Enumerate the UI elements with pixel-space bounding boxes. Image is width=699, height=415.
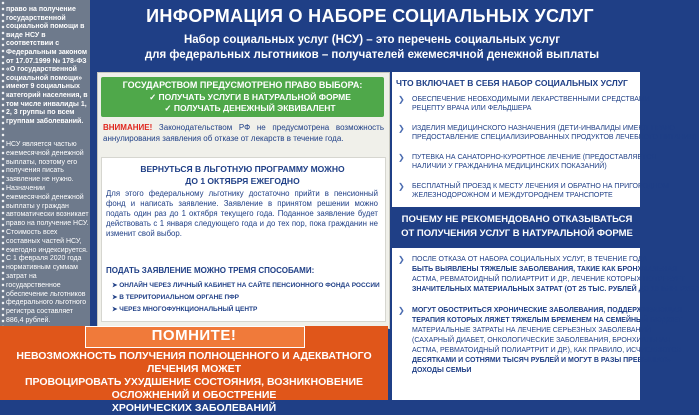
rights-title: ГОСУДАРСТВОМ ПРЕДУСМОТРЕНО ПРАВО ВЫБОРА: (122, 80, 363, 90)
included-item-line: ОБЕСПЕЧЕНИЕ НЕОБХОДИМЫМИ ЛЕКАРСТВЕННЫМИ СРЕДСТВАМИ (412, 96, 650, 103)
bullet-icon: ❯ (398, 306, 405, 315)
why-item-line: ДЕСЯТКАМИ И СОТНЯМИ ТЫСЯЧ РУБЛЕЙ И МОГУТ В РАЗЫ ПРЕВЫШАТЬ (412, 357, 671, 364)
return-text: Для этого федеральному льготнику достаточно прийти в пенсионный фонд и написать заявление. Заявление в принятом решении можно подать один раз до 1 октября текущего года. Поданное заявление будет действовать с 1 января следующего года и до тех пор, пока гражданин не изменит свой выбор. (106, 189, 378, 238)
way-item-mfc: ➤ ЧЕРЕЗ МНОГОФУНКЦИОНАЛЬНЫЙ ЦЕНТР (112, 306, 258, 313)
included-item-line: ПУТЕВКА НА САНАТОРНО-КУРОРТНОЕ ЛЕЧЕНИЕ (ПРЕДОСТАВЛЯЕТСЯ (412, 154, 657, 161)
rights-option-natural: ✓ ПОЛУЧАТЬ УСЛУГИ В НАТУРАЛЬНОЙ ФОРМЕ (149, 92, 351, 102)
included-item-line: ПРЕДОСТАВЛЕНИЕ СПЕЦИАЛИЗИРОВАННЫХ ПРОДУКТОВ ЛЕЧЕБНОГО ПИТАНИЯ) (412, 134, 697, 141)
subtitle-line: Набор социальных услуг (НСУ) – это перечень социальных услуг (183, 34, 561, 46)
remember-title: ПОМНИТЕ! (151, 327, 237, 344)
way-item-pfr: ➤ В ТЕРРИТОРИАЛЬНОМ ОРГАНЕ ПФР (112, 294, 240, 301)
why-item-line: ЗНАЧИТЕЛЬНЫХ МАТЕРИАЛЬНЫХ ЗАТРАТ (ОТ 25 ТЫС. РУБЛЕЙ ДО 10 МЛН. РУБ.) (412, 286, 699, 293)
included-item-line: ИЗДЕЛИЯ МЕДИЦИНСКОГО НАЗНАЧЕНИЯ (ДЕТИ-ИНВАЛИДЫ ИМЕЮТ ПРАВО (412, 125, 676, 132)
bullet-icon: ❯ (398, 95, 405, 104)
bullet-icon: ❯ (398, 255, 405, 264)
why-item (412, 255, 699, 295)
included-item (412, 124, 697, 142)
why-item-line: ТЕРАПИЯ КОТОРЫХ ЛЯЖЕТ ТЯЖЕЛЫМ БРЕМЕНЕМ НА СЕМЕЙНЫЙ БЮДЖЕТ (412, 317, 683, 324)
page-title: ИНФОРМАЦИЯ О НАБОРЕ СОЦИАЛЬНЫХ УСЛУГ (146, 6, 594, 26)
included-item-line: БЕСПЛАТНЫЙ ПРОЕЗД К МЕСТУ ЛЕЧЕНИЯ И ОБРАТНО НА ПРИГОРОДНОМ (412, 183, 669, 190)
way-item-online: ➤ ОНЛАЙН ЧЕРЕЗ ЛИЧНЫЙ КАБИНЕТ НА САЙТЕ ПЕНСИОННОГО ФОНДА РОССИИ (112, 282, 380, 289)
remember-line: ПРОВОЦИРОВАТЬ УХУДШЕНИЕ СОСТОЯНИЯ, ВОЗНИКНОВЕНИЕ ОСЛОЖНЕНИЙ И ОБОСТРЕНИЕ (24, 376, 364, 401)
page-subtitle (112, 33, 632, 63)
bullet-icon: ❯ (398, 153, 405, 162)
why-item-line: АСТМА, РЕВМАТОИДНЫЙ ПОЛИАРТРИТ И ДР., ЛЕЧЕНИЕ КОТОРЫХ ПОТРЕБУЕТ (412, 276, 686, 283)
included-item (412, 95, 650, 113)
why-item-line: МОГУТ ОБОСТРИТЬСЯ ХРОНИЧЕСКИЕ ЗАБОЛЕВАНИЯ, ПОДДЕРЖИВАЮЩАЯ (412, 307, 683, 314)
remember-line: ХРОНИЧЕСКИХ ЗАБОЛЕВАНИЙ (111, 402, 277, 414)
why-item-line: МАТЕРИАЛЬНЫЕ ЗАТРАТЫ НА ЛЕЧЕНИЕ СЕРЬЕЗНЫХ ЗАБОЛЕВАНИЙ (412, 327, 651, 334)
remember-line: НЕВОЗМОЖНОСТЬ ПОЛУЧЕНИЯ ПОЛНОЦЕННОГО И АДЕКВАТНОГО ЛЕЧЕНИЯ МОЖЕТ (16, 350, 372, 375)
return-title-line: ДО 1 ОКТЯБРЯ ЕЖЕГОДНО (185, 176, 300, 186)
warning-text (103, 122, 384, 144)
why-item-line: ПОСЛЕ ОТКАЗА ОТ НАБОРА СОЦИАЛЬНЫХ УСЛУГ, В ТЕЧЕНИЕ ГОДА (412, 256, 648, 263)
why-item-line: БЫТЬ ВЫЯВЛЕНЫ ТЯЖЕЛЫЕ ЗАБОЛЕВАНИЯ, ТАКИЕ КАК БРОНХИАЛЬНАЯ (412, 266, 678, 273)
why-item (412, 306, 683, 376)
remember-text (0, 350, 388, 415)
included-item-line: НАЛИЧИИ У ГРАЖДАНИНА МЕДИЦИНСКИХ ПОКАЗАНИЙ) (412, 163, 607, 170)
left-mid-text: НСУ является частью ежемесячной денежной выплаты, поэтому его получения писать заявление не нужно. Назначении ежемесячной денежной выплаты у граждан автоматически возникает право на получение НСУ. Стоимость всех составных частей НСУ, ежегодно индексируется. С 1 февраля 2020 года нормативным суммам затрат на государственное обеспечение льготников федерального льготного регистра составляет 886,4 рублей. (6, 141, 89, 324)
included-title: ЧТО ВКЛЮЧАЕТ В СЕБЯ НАБОР СОЦИАЛЬНЫХ УСЛУГ (396, 78, 628, 88)
included-item (412, 153, 657, 171)
warning-body: Законодательством РФ не предусмотрена возможность аннулирования заявления об отказе от лекарств в течение года. (103, 123, 384, 143)
return-title-line: ВЕРНУТЬСЯ В ЛЬГОТНУЮ ПРОГРАММУ МОЖНО (140, 164, 345, 174)
included-item-line: РЕЦЕПТУ ВРАЧА ИЛИ ФЕЛЬДШЕРА (412, 105, 532, 112)
bullet-icon: ❯ (398, 182, 405, 191)
why-title (394, 213, 640, 241)
subtitle-line: для федеральных льготников – получателей ежемесячной денежной выплаты (144, 49, 600, 61)
included-item (412, 182, 669, 200)
return-title (101, 163, 384, 187)
why-item-line: АСТМА, РЕВМАТОИДНЫЙ ПОЛИАРТРИТ И ДР.), КАК ПРАВИЛО, ИСЧИСЛЯЮТСЯ (412, 347, 682, 354)
why-title-line: ОТ ПОЛУЧЕНИЯ УСЛУГ В НАТУРАЛЬНОЙ ФОРМЕ (401, 228, 633, 239)
bullet-icon: ❯ (398, 124, 405, 133)
why-title-line: ПОЧЕМУ НЕ РЕКОМЕНДОВАНО ОТКАЗЫВАТЬСЯ (401, 214, 633, 225)
why-item-line: (САХАРНЫЙ ДИАБЕТ, ОНКОЛОГИЧЕСКИЕ ЗАБОЛЕВАНИЯ, БРОНХИАЛЬНАЯ (412, 337, 671, 344)
why-item-line: ДОХОДЫ СЕМЬИ (412, 367, 472, 374)
included-item-line: ЖЕЛЕЗНОДОРОЖНОМ И МЕЖДУГОРОДНЕМ ТРАНСПОРТЕ (412, 192, 613, 199)
warning-label: ВНИМАНИЕ! (103, 123, 153, 132)
ways-title: ПОДАТЬ ЗАЯВЛЕНИЕ МОЖНО ТРЕМЯ СПОСОБАМИ: (106, 266, 315, 275)
left-top-text: право на получение государственной социальной помощи в виде НСУ в соответствии с Федеральным законом от 17.07.1999 № 178-ФЗ «О государственной социальной помощи» имеют 9 социальных категорий населения, в том числе инвалиды 1, 2, 3 группы по всем группам заболеваний. (6, 6, 88, 125)
rights-option-money: ✓ ПОЛУЧАТЬ ДЕНЕЖНЫЙ ЭКВИВАЛЕНТ (164, 103, 336, 113)
